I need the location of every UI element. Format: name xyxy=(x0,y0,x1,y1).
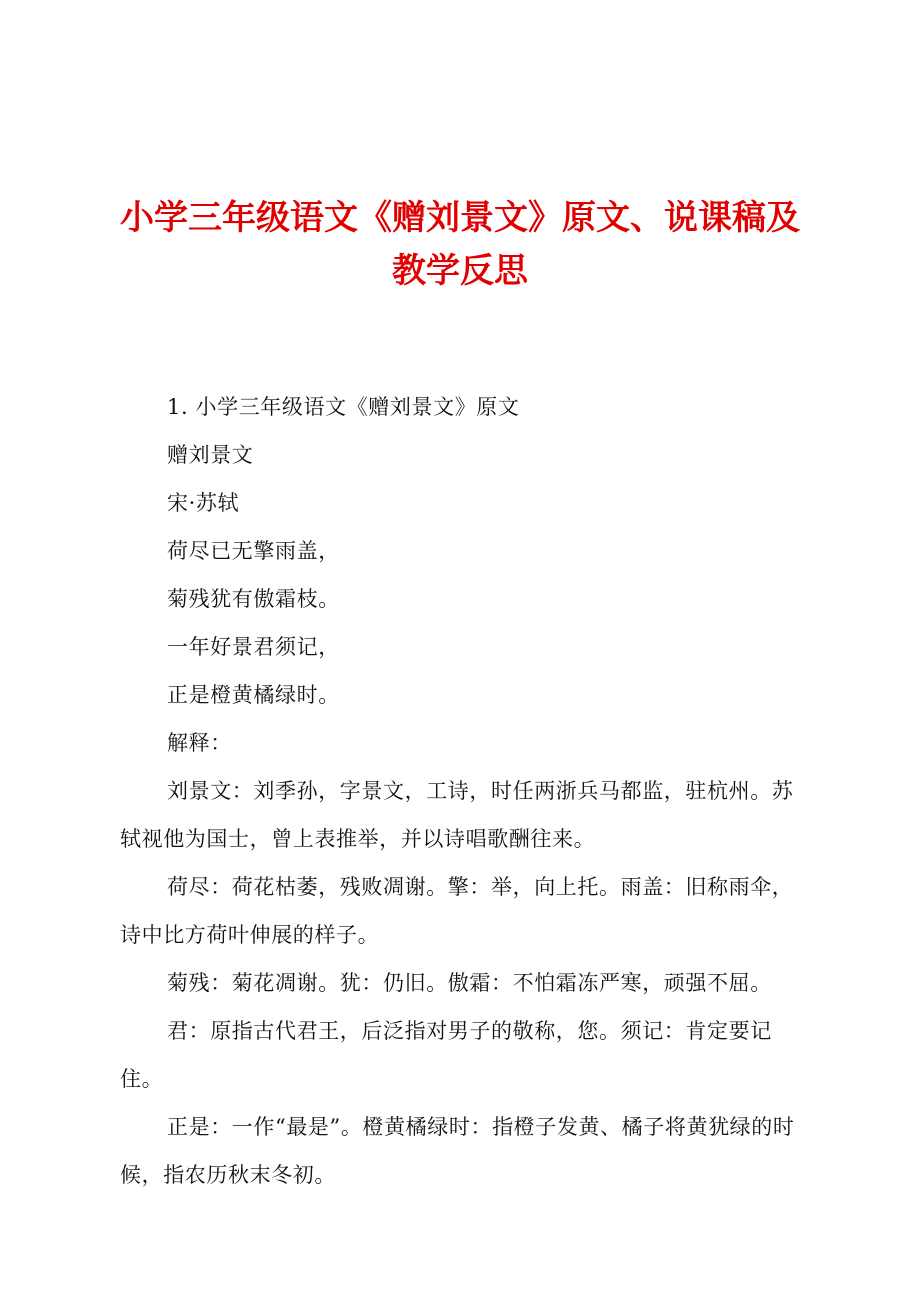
poem-author: 宋·苏轼 xyxy=(167,491,240,515)
poem-line-2: 菊残犹有傲霜枝。 xyxy=(167,587,340,611)
document-title xyxy=(110,192,810,298)
poem-line-3: 一年好景君须记， xyxy=(167,635,340,659)
title-line-2: 教学反思 xyxy=(392,251,528,291)
explanation-paragraph: 菊残：菊花凋谢。犹：仍旧。傲霜：不怕霜冻严寒，顽强不屈。 xyxy=(167,971,772,995)
section-heading: 1. 小学三年级语文《赠刘景文》原文 xyxy=(167,395,520,419)
explanation-paragraph: 君：原指古代君王，后泛指对男子的敬称，您。须记：肯定要记住。 xyxy=(120,1019,772,1091)
explanation-heading: 解释： xyxy=(167,731,232,755)
title-line-1: 小学三年级语文《赠刘景文》原文、说课稿及 xyxy=(120,198,800,238)
poem-title: 赠刘景文 xyxy=(167,443,254,467)
poem-line-4: 正是橙黄橘绿时。 xyxy=(167,683,340,707)
document-body xyxy=(120,383,810,1199)
explanation-paragraph: 正是：一作“最是”。橙黄橘绿时：指橙子发黄、橘子将黄犹绿的时候，指农历秋末冬初。 xyxy=(120,1115,795,1187)
poem-line-1: 荷尽已无擎雨盖， xyxy=(167,539,340,563)
explanation-paragraph: 荷尽：荷花枯萎，残败凋谢。擎：举，向上托。雨盖：旧称雨伞，诗中比方荷叶伸展的样子。 xyxy=(120,875,794,947)
explanation-paragraph: 刘景文：刘季孙，字景文，工诗，时任两浙兵马都监，驻杭州。苏轼视他为国士，曾上表推举，并以诗唱歌酬往来。 xyxy=(120,779,794,851)
